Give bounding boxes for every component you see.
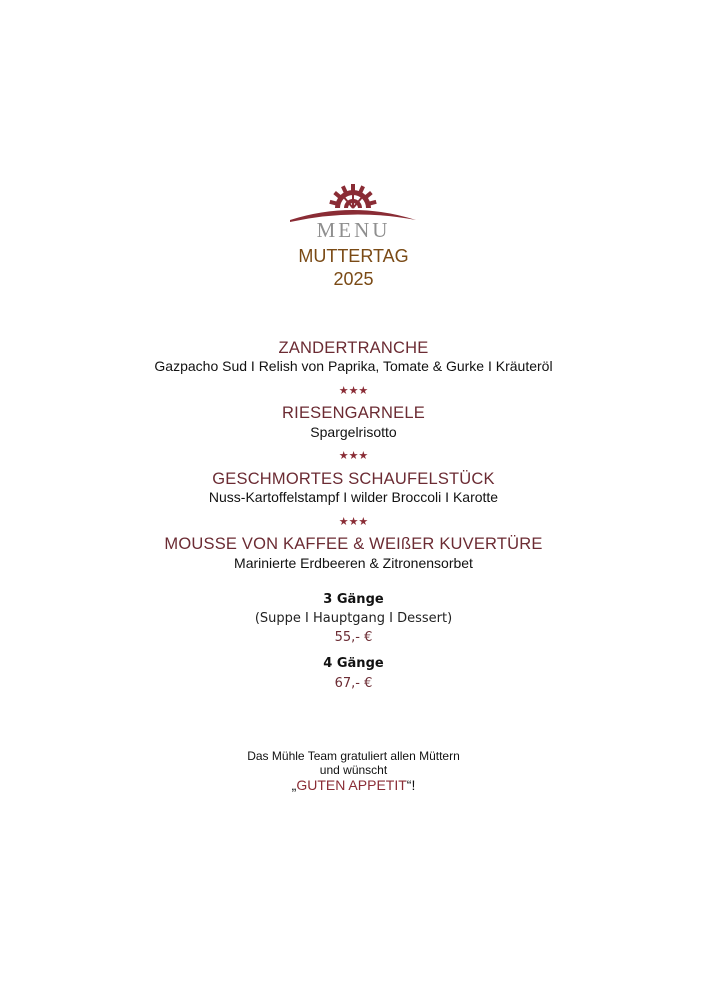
course-title: MOUSSE VON KAFFEE & WEIßER KUVERTÜRE bbox=[164, 535, 543, 553]
course-description: Spargelrisotto bbox=[310, 424, 397, 440]
occasion-year: 2025 bbox=[333, 269, 374, 289]
course-description: Marinierte Erdbeeren & Zitronensorbet bbox=[234, 555, 473, 571]
quote-close: “! bbox=[406, 777, 416, 793]
footer-line: und wünscht bbox=[319, 763, 388, 777]
price-option-detail: (Suppe I Hauptgang I Dessert) bbox=[254, 611, 453, 626]
separator-stars: ★★★ bbox=[338, 450, 369, 462]
menu-logo-word: MENU bbox=[316, 218, 391, 242]
price-option-label: 3 Gänge bbox=[323, 592, 384, 607]
greeting-text: GUTEN APPETIT bbox=[296, 777, 407, 793]
course-title: GESCHMORTES SCHAUFELSTÜCK bbox=[212, 470, 495, 488]
footer-greeting bbox=[0, 777, 707, 793]
course-description: Gazpacho Sud I Relish von Paprika, Tomate & Gurke I Kräuteröl bbox=[154, 358, 553, 374]
price-value: 55,- € bbox=[334, 630, 373, 645]
course-description: Nuss-Kartoffelstampf I wilder Broccoli I Karotte bbox=[208, 489, 499, 505]
price-value: 67,- € bbox=[334, 676, 373, 691]
separator-stars: ★★★ bbox=[338, 516, 369, 528]
occasion-title: MUTTERTAG bbox=[298, 246, 409, 266]
quote-open: „ bbox=[291, 777, 297, 793]
price-option-label: 4 Gänge bbox=[323, 656, 384, 671]
footer-line: Das Mühle Team gratuliert allen Müttern bbox=[247, 749, 460, 763]
separator-stars: ★★★ bbox=[338, 385, 369, 397]
course-title: ZANDERTRANCHE bbox=[278, 339, 429, 357]
course-title: RIESENGARNELE bbox=[282, 404, 425, 422]
